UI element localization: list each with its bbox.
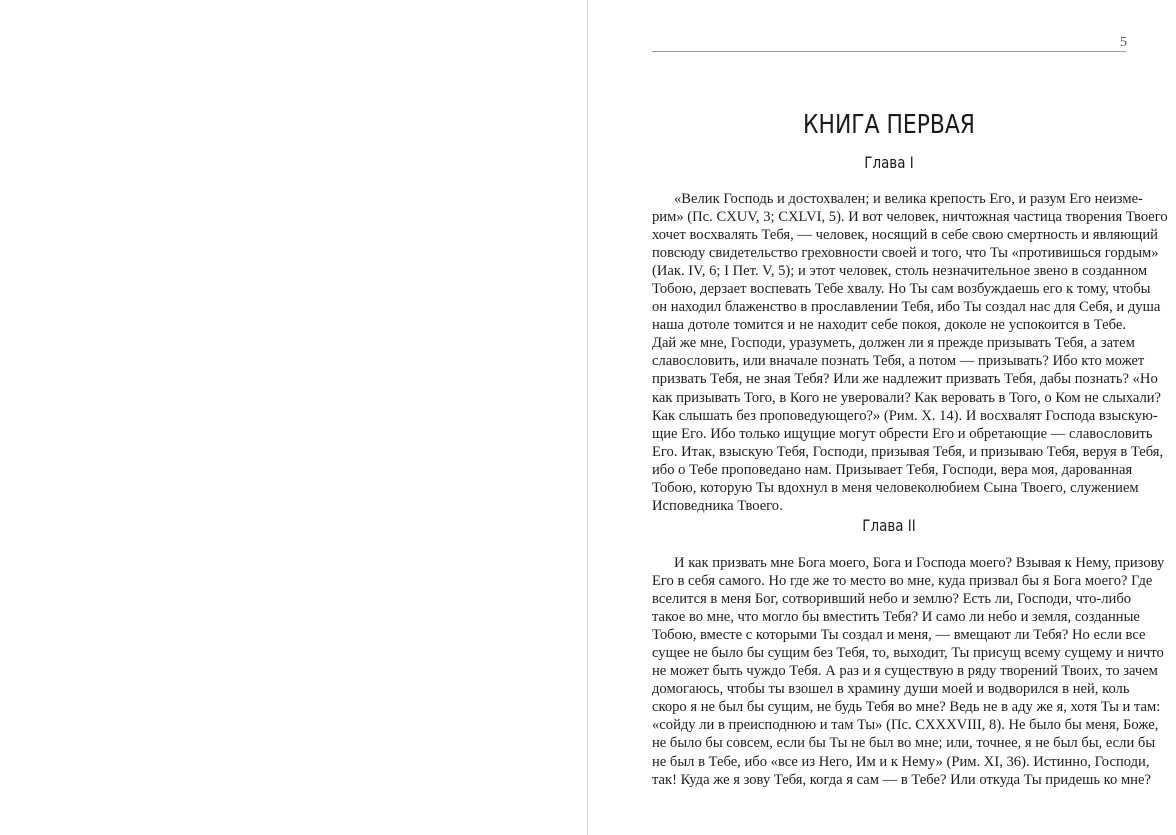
text-line: как призывать Того, в Кого не уверовали? Как веровать в Того, о Ком не слыхали? <box>652 389 1162 406</box>
text-line: Как слышать без проповедующего?» (Рим. X. 14). И восхвалят Господа взыскую- <box>652 407 1158 424</box>
text-line: не был в Тебе, ибо «все из Него, Им и к Нему» (Рим. XI, 36). Истинно, Господи, <box>652 753 1150 770</box>
chapter-1-text <box>652 190 1168 515</box>
right-page <box>589 0 1176 835</box>
text-line: так! Куда же я зову Тебя, когда я сам — в Тебе? Или откуда Ты придешь ко мне? <box>652 771 1151 788</box>
text-line: (Иак. IV, 6; I Пет. V, 5); и этот человек, столь незначительное звено в созданном <box>652 263 1148 280</box>
text-line: Его в себя самого. Но где же то место во мне, куда призвал бы я Бога моего? Где <box>652 573 1153 590</box>
text-line: сущее не было бы сущим без Тебя, то, выходит, Ты присущ всему сущему и ничто <box>652 645 1164 662</box>
header-rule <box>652 51 1126 52</box>
text-line: Тобою, вместе с которыми Ты создал и меня, — вмещают ли Тебя? Но если все <box>652 627 1146 644</box>
text-line: ибо о Тебе проповедано нам. Призывает Тебя, Господи, вера моя, дарованная <box>652 461 1133 478</box>
text-line: «сойду ли в преисподнюю и там Ты» (Пс. CXXXVIII, 8). Не было бы меня, Боже, <box>652 717 1159 734</box>
text-line: щие Его. Ибо только ищущие могут обрести Его и обретающие — славословить <box>652 425 1153 442</box>
text-line: Дай же мне, Господи, уразуметь, должен ли я прежде призывать Тебя, а затем <box>652 335 1135 352</box>
book-title: КНИГА ПЕРВАЯ <box>803 110 975 140</box>
chapter-heading-1: Глава I <box>864 153 914 172</box>
text-line: домогаюсь, чтобы ты взошел в храмину души моей и водворился в ней, коль <box>652 681 1130 698</box>
text-line: Тобою, дерзает воспевать Тебе хвалу. Но Ты сам возбуждаешь его к тому, чтобы <box>652 281 1151 298</box>
text-line: хочет восхвалять Тебя, — человек, носящий в себе свою смертность и являющий <box>652 227 1158 244</box>
text-line: славословить, или вначале познать Тебя, а потом — призывать? Ибо кто может <box>652 353 1145 370</box>
text-line: он находил блаженство в прославлении Тебя, ибо Ты создал нас для Себя, и душа <box>652 299 1161 316</box>
text-line: не может быть чуждо Тебя. А раз и я существую в ряду творений Твоих, то зачем <box>652 663 1158 680</box>
text-line: Его. Итак, взыскую Тебя, Господи, призывая Тебя, и призываю Тебя, веруя в Тебя, <box>652 443 1164 460</box>
text-line: наша дотоле томится и не находит себе покоя, доколе не успокоится в Тебе. <box>652 317 1126 334</box>
text-line: Исповедника Твоего. <box>652 497 783 514</box>
text-line: такое во мне, что могло бы вместить Тебя? И само ли небо и земля, созданные <box>652 609 1140 626</box>
text-line: Тобою, которую Ты вдохнул в меня человеколюбием Сына Твоего, служением <box>652 479 1139 496</box>
text-line: не было бы совсем, если бы Ты не был во мне; или, точнее, я не был бы, если бы <box>652 735 1156 752</box>
text-line: скоро я не был бы сущим, не будь Тебя во мне? Ведь не в аду же я, хотя Ты и там: <box>652 699 1161 716</box>
chapter-heading-2: Глава II <box>862 516 916 535</box>
page-number: 5 <box>1120 35 1127 50</box>
text-line: И как призвать мне Бога моего, Бога и Господа моего? Взывая к Нему, призову <box>674 555 1165 571</box>
text-line: повсюду свидетельство греховности своей и того, что Ты «противишься гордым» <box>652 245 1159 262</box>
text-line: «Велик Господь и достохвален; и велика крепость Его, и разум Его неизме- <box>674 191 1143 207</box>
text-line: призвать Тебя, не зная Тебя? Или же надлежит призвать Тебя, дабы познать? «Но <box>652 371 1158 388</box>
text-line: вселится в меня Бог, сотворивший небо и землю? Есть ли, Господи, что-либо <box>652 591 1132 608</box>
text-line: рим» (Пс. CXUV, 3; CXLVI, 5). И вот человек, ничтожная частица творения Твоего <box>652 209 1168 226</box>
book-gutter <box>587 0 588 835</box>
chapter-2-text <box>652 554 1165 789</box>
